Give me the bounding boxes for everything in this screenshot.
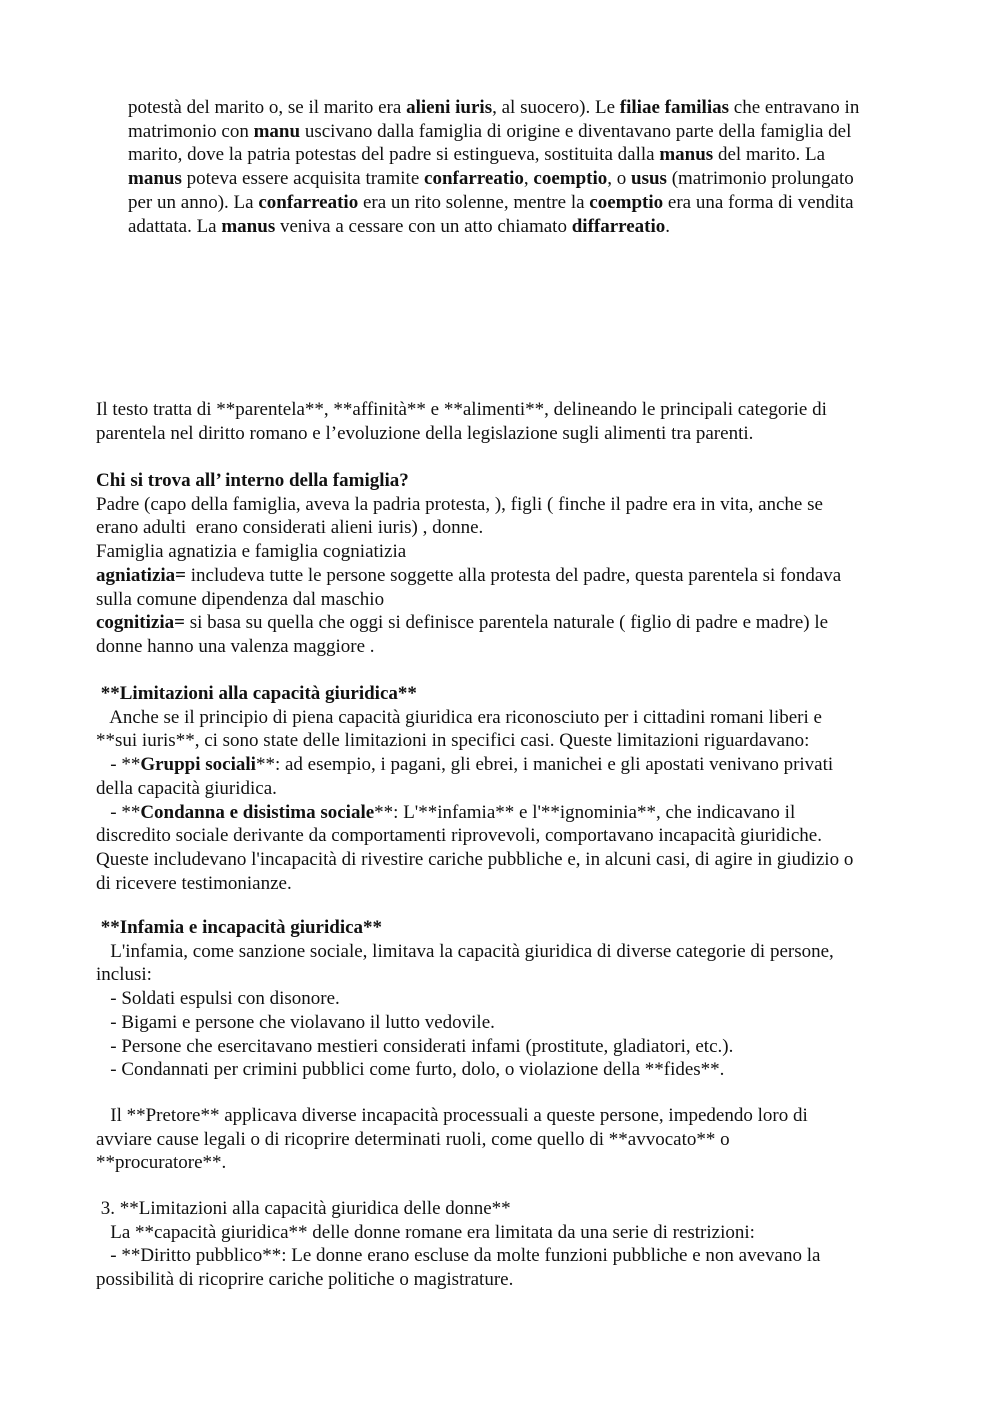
donne-section bbox=[96, 1197, 820, 1292]
text-run: La **capacità giuridica** delle donne romane era limitata da una serie di restrizioni: bbox=[96, 1221, 755, 1243]
text-run: - Persone che esercitavano mestieri considerati infami (prostitute, gladiatori, etc.). bbox=[96, 1035, 734, 1057]
text-run: **: ad esempio, i pagani, gli ebrei, i manichei e gli apostati venivano privati bbox=[255, 754, 834, 776]
limitazioni-line bbox=[96, 824, 853, 848]
limitazioni-section bbox=[96, 682, 853, 895]
text-run: era un rito solenne, mentre la bbox=[358, 191, 590, 213]
text-run: possibilità di ricoprire cariche politiche o magistrature. bbox=[96, 1269, 514, 1291]
text-run: . bbox=[665, 215, 671, 237]
infamia-line bbox=[96, 963, 834, 987]
bold-text: manu bbox=[253, 120, 301, 142]
text-run: includeva tutte le persone soggette alla protesta del padre, questa parentela si fondava bbox=[186, 564, 842, 586]
infamia-line bbox=[96, 1058, 834, 1082]
limitazioni-line bbox=[96, 801, 853, 825]
bold-text: cognitizia= bbox=[96, 612, 185, 634]
summary-line bbox=[96, 422, 827, 446]
bold-text: diffarreatio bbox=[571, 215, 666, 237]
intro-line bbox=[128, 120, 859, 144]
text-run: - **Diritto pubblico**: Le donne erano escluse da molte funzioni pubbliche e non avevano la bbox=[96, 1245, 821, 1267]
limitazioni-line bbox=[96, 706, 853, 730]
text-run: Famiglia agnatizia e famiglia cogniatizia bbox=[96, 541, 407, 563]
donne-line bbox=[96, 1197, 820, 1221]
text-run: parentela nel diritto romano e l’evoluzione della legislazione sugli alimenti tra parenti. bbox=[96, 422, 754, 444]
famiglia-line bbox=[96, 588, 841, 612]
text-run: (matrimonio prolungato bbox=[666, 168, 854, 190]
text-run: potestà del marito o, se il marito era bbox=[128, 97, 407, 118]
donne-line bbox=[96, 1268, 820, 1292]
bold-text: **Limitazioni alla capacità giuridica** bbox=[96, 683, 417, 704]
bold-text: confarreatio bbox=[258, 191, 359, 213]
text-run: L'infamia, come sanzione sociale, limitava la capacità giuridica di diverse categorie di persone, bbox=[96, 940, 834, 962]
text-run: , al suocero). Le bbox=[492, 97, 620, 118]
intro-line bbox=[128, 143, 859, 167]
text-run: 3. **Limitazioni alla capacità giuridica delle donne** bbox=[96, 1198, 511, 1219]
text-run: Il testo tratta di **parentela**, **affinità** e **alimenti**, delineando le principali categorie di bbox=[96, 399, 827, 420]
text-run: , bbox=[523, 168, 534, 190]
text-run: della capacità giuridica. bbox=[96, 777, 277, 799]
text-run: marito, dove la patria potestas del padre si estingueva, sostituita dalla bbox=[128, 144, 660, 166]
pretore-line bbox=[96, 1128, 808, 1152]
famiglia-line bbox=[96, 635, 841, 659]
text-run: poteva essere acquisita tramite bbox=[181, 168, 425, 190]
famiglia-section bbox=[96, 469, 841, 659]
text-run: del marito. La bbox=[713, 144, 826, 166]
text-run: inclusi: bbox=[96, 964, 152, 986]
text-run: che entravano in bbox=[729, 97, 860, 118]
text-run: uscivano dalla famiglia di origine e diventavano parte della famiglia del bbox=[300, 120, 852, 142]
text-run: , o bbox=[607, 168, 632, 190]
text-run: matrimonio con bbox=[128, 120, 254, 142]
famiglia-line bbox=[96, 540, 841, 564]
text-run: per un anno). La bbox=[128, 191, 259, 213]
text-run: discredito sociale derivante da comportamenti riprovevoli, comportavano incapacità giuridiche. bbox=[96, 825, 822, 847]
text-run: **: L'**infamia** e l'**ignominia**, che indicavano il bbox=[374, 801, 796, 823]
infamia-line bbox=[96, 987, 834, 1011]
text-run: **procuratore**. bbox=[96, 1152, 227, 1174]
infamia-line bbox=[96, 1011, 834, 1035]
infamia-section bbox=[96, 916, 834, 1082]
donne-line bbox=[96, 1221, 820, 1245]
bold-text: alieni iuris bbox=[406, 97, 493, 118]
text-run: - ** bbox=[96, 754, 141, 776]
limitazioni-line bbox=[96, 729, 853, 753]
text-run: erano adulti erano considerati alieni iuris) , donne. bbox=[96, 517, 484, 539]
intro-line bbox=[128, 167, 859, 191]
pretore-line bbox=[96, 1104, 808, 1128]
text-run: di ricevere testimonianze. bbox=[96, 872, 292, 894]
bold-text: usus bbox=[631, 168, 667, 190]
bold-text: confarreatio bbox=[424, 168, 524, 190]
pretore-line bbox=[96, 1151, 808, 1175]
bold-text: agniatizia= bbox=[96, 564, 186, 586]
famiglia-line bbox=[96, 493, 841, 517]
summary-paragraph bbox=[96, 398, 827, 445]
text-run: - Bigami e persone che violavano il lutto vedovile. bbox=[96, 1011, 495, 1033]
bold-text: manus bbox=[659, 144, 714, 166]
intro-line bbox=[128, 215, 859, 239]
limitazioni-line bbox=[96, 682, 853, 706]
text-run: Queste includevano l'incapacità di rivestire cariche pubbliche e, in alcuni casi, di agire in giudizio o bbox=[96, 848, 854, 870]
pretore-paragraph bbox=[96, 1104, 808, 1175]
intro-paragraph bbox=[128, 96, 859, 238]
bold-text: **Infamia e incapacità giuridica** bbox=[96, 917, 383, 938]
limitazioni-line bbox=[96, 753, 853, 777]
donne-line bbox=[96, 1244, 820, 1268]
text-run: sulla comune dipendenza dal maschio bbox=[96, 588, 385, 610]
limitazioni-line bbox=[96, 848, 853, 872]
infamia-line bbox=[96, 916, 834, 940]
famiglia-line bbox=[96, 516, 841, 540]
intro-line bbox=[128, 96, 859, 120]
famiglia-line bbox=[96, 564, 841, 588]
text-run: Il **Pretore** applicava diverse incapacità processuali a queste persone, impedendo loro di bbox=[96, 1105, 808, 1126]
text-run: - Soldati espulsi con disonore. bbox=[96, 988, 340, 1010]
infamia-line bbox=[96, 940, 834, 964]
bold-text: Chi si trova all’ interno della famiglia? bbox=[96, 470, 409, 491]
bold-text: filiae familias bbox=[619, 97, 730, 118]
bold-text: Condanna e disistima sociale bbox=[140, 801, 375, 823]
text-run: si basa su quella che oggi si definisce parentela naturale ( figlio di padre e madre) le bbox=[184, 612, 829, 634]
bold-text: manus bbox=[221, 215, 276, 237]
limitazioni-line bbox=[96, 777, 853, 801]
text-run: adattata. La bbox=[128, 215, 222, 237]
text-run: avviare cause legali o di ricoprire determinati ruoli, come quello di **avvocato** o bbox=[96, 1128, 730, 1150]
limitazioni-line bbox=[96, 872, 853, 896]
bold-text: coemptio bbox=[589, 191, 664, 213]
text-run: - ** bbox=[96, 801, 141, 823]
text-run: veniva a cessare con un atto chiamato bbox=[275, 215, 572, 237]
bold-text: Gruppi sociali bbox=[140, 754, 256, 776]
text-run: Anche se il principio di piena capacità giuridica era riconosciuto per i cittadini romani liberi e bbox=[96, 706, 822, 728]
text-run: donne hanno una valenza maggiore . bbox=[96, 635, 375, 657]
text-run: **sui iuris**, ci sono state delle limitazioni in specifici casi. Queste limitazioni riguardavano: bbox=[96, 730, 810, 752]
famiglia-line bbox=[96, 469, 841, 493]
text-run: - Condannati per crimini pubblici come furto, dolo, o violazione della **fides**. bbox=[96, 1059, 725, 1081]
infamia-line bbox=[96, 1035, 834, 1059]
text-run: era una forma di vendita bbox=[663, 191, 854, 213]
bold-text: coemptio bbox=[533, 168, 608, 190]
famiglia-line bbox=[96, 611, 841, 635]
text-run: Padre (capo della famiglia, aveva la padria protesta, ), figli ( finche il padre era in vita, anche se bbox=[96, 493, 823, 515]
bold-text: manus bbox=[128, 168, 182, 190]
intro-line bbox=[128, 191, 859, 215]
summary-line bbox=[96, 398, 827, 422]
